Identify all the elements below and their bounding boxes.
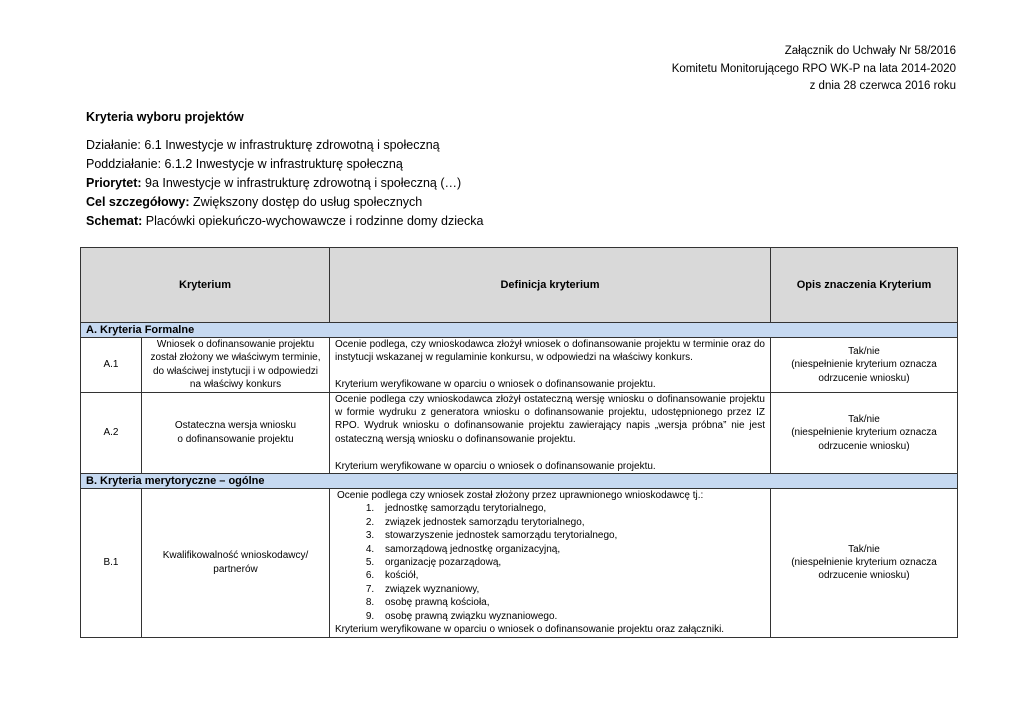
section-title-formal: A. Kryteria Formalne — [81, 323, 958, 338]
meta-priorytet — [86, 174, 483, 193]
meta-cel-value: Zwiększony dostęp do usług społecznych — [189, 195, 423, 209]
criterion-id: B.1 — [81, 489, 142, 637]
section-row-formal — [81, 323, 958, 338]
section-title-substantive: B. Kryteria merytoryczne – ogólne — [81, 474, 958, 489]
section-row-substantive — [81, 474, 958, 489]
significance-value: Tak/nie — [848, 413, 880, 425]
table-row — [81, 338, 958, 393]
header-kryterium: Kryterium — [81, 248, 330, 323]
header-line-annex: Załącznik do Uchwały Nr 58/2016 — [784, 45, 956, 57]
meta-schemat-value: Placówki opiekuńczo-wychowawcze i rodzinne domy dziecka — [142, 214, 484, 228]
header-opis: Opis znaczenia Kryterium — [771, 248, 958, 323]
criterion-id: A.2 — [81, 392, 142, 473]
table-row — [81, 489, 958, 637]
criterion-name-line2: o dofinansowanie projektu — [177, 433, 294, 445]
criterion-definition — [330, 392, 771, 473]
meta-priorytet-label: Priorytet: — [86, 176, 142, 190]
table-header-row — [81, 248, 958, 323]
list-item: 6. kościół, — [377, 569, 765, 582]
meta-poddzialanie: Poddziałanie: 6.1.2 Inwestycje w infrastrukturę społeczną — [86, 157, 403, 171]
meta-schemat — [86, 212, 483, 231]
title-block — [86, 108, 483, 231]
criterion-id: A.1 — [81, 338, 142, 393]
definition-intro: Ocenie podlega czy wniosek został złożony przez uprawnionego wnioskodawcę tj.: — [337, 490, 704, 502]
list-item: 5. organizację pozarządową, — [377, 556, 765, 569]
list-item: 3. stowarzyszenie jednostek samorządu terytorialnego, — [377, 529, 765, 542]
criteria-table — [80, 247, 958, 638]
criterion-significance — [771, 338, 958, 393]
definition-verification: Kryterium weryfikowane w oparciu o wniosek o dofinansowanie projektu. — [335, 460, 656, 472]
significance-value: Tak/nie — [848, 345, 880, 357]
criterion-name-line1: Ostateczna wersja wniosku — [174, 420, 297, 432]
criterion-significance — [771, 489, 958, 637]
list-item: 1. jednostkę samorządu terytorialnego, — [377, 502, 765, 515]
criterion-name: Kwalifikowalność wnioskodawcy/ partnerów — [142, 489, 330, 637]
meta-cel-label: Cel szczegółowy: — [86, 195, 190, 209]
significance-note: (niespełnienie kryterium oznacza odrzucenie wniosku) — [791, 359, 937, 384]
definition-text: Ocenie podlega, czy wnioskodawca złożył wniosek o dofinansowanie projektu w terminie oraz do instytucji wskazanej w regulaminie konkursu, w odpowiedzi na właściwy konkurs. — [335, 339, 765, 364]
list-item: 2. związek jednostek samorządu terytorialnego, — [377, 516, 765, 529]
significance-note: (niespełnienie kryterium oznacza odrzucenie wniosku) — [791, 557, 937, 582]
meta-priorytet-value: 9a Inwestycje w infrastrukturę zdrowotną i społeczną (…) — [141, 176, 462, 190]
criterion-name — [142, 392, 330, 473]
criterion-definition — [330, 338, 771, 393]
list-item: 7. związek wyznaniowy, — [377, 583, 765, 596]
list-item: 9. osobę prawną związku wyznaniowego. — [377, 610, 765, 623]
criterion-significance — [771, 392, 958, 473]
criterion-definition — [330, 489, 771, 637]
meta-schemat-label: Schemat: — [86, 214, 143, 228]
header-definicja: Definicja kryterium — [330, 248, 771, 323]
criterion-name: Wniosek o dofinansowanie projektu został złożony we właściwym terminie, do właściwej instytucji i w odpowiedzi na właściwy konkurs — [142, 338, 330, 393]
eligible-applicants-list — [335, 502, 765, 623]
header-line-committee: Komitetu Monitorującego RPO WK-P na lata 2014-2020 — [671, 62, 956, 75]
list-item: 8. osobę prawną kościoła, — [377, 596, 765, 609]
list-item: 4. samorządową jednostkę organizacyjną, — [377, 543, 765, 556]
meta-cel — [86, 193, 483, 212]
definition-text: Ocenie podlega czy wnioskodawca złożył ostateczną wersję wniosku o dofinansowanie projektu w formie wydruku z generatora wniosku o dofinansowanie projektu, udostępnionego przez IZ RPO. Wydruk wniosku o dofinansowanie projektu zawierający napis „wersja próbna” nie jest ostateczną wersją wniosku o dofinansowanie projektu. — [335, 393, 765, 445]
significance-value: Tak/nie — [848, 543, 880, 555]
definition-verification: Kryterium weryfikowane w oparciu o wniosek o dofinansowanie projektu. — [335, 379, 656, 391]
table-row — [81, 392, 958, 473]
document-title: Kryteria wyboru projektów — [86, 110, 244, 124]
significance-note: (niespełnienie kryterium oznacza odrzucenie wniosku) — [791, 427, 937, 452]
definition-verification: Kryterium weryfikowane w oparciu o wniosek o dofinansowanie projektu oraz załączniki. — [335, 624, 725, 636]
header-line-date: z dnia 28 czerwca 2016 roku — [809, 80, 956, 92]
meta-dzialanie: Działanie: 6.1 Inwestycje w infrastrukturę zdrowotną i społeczną — [86, 138, 440, 152]
document-header — [672, 43, 956, 96]
